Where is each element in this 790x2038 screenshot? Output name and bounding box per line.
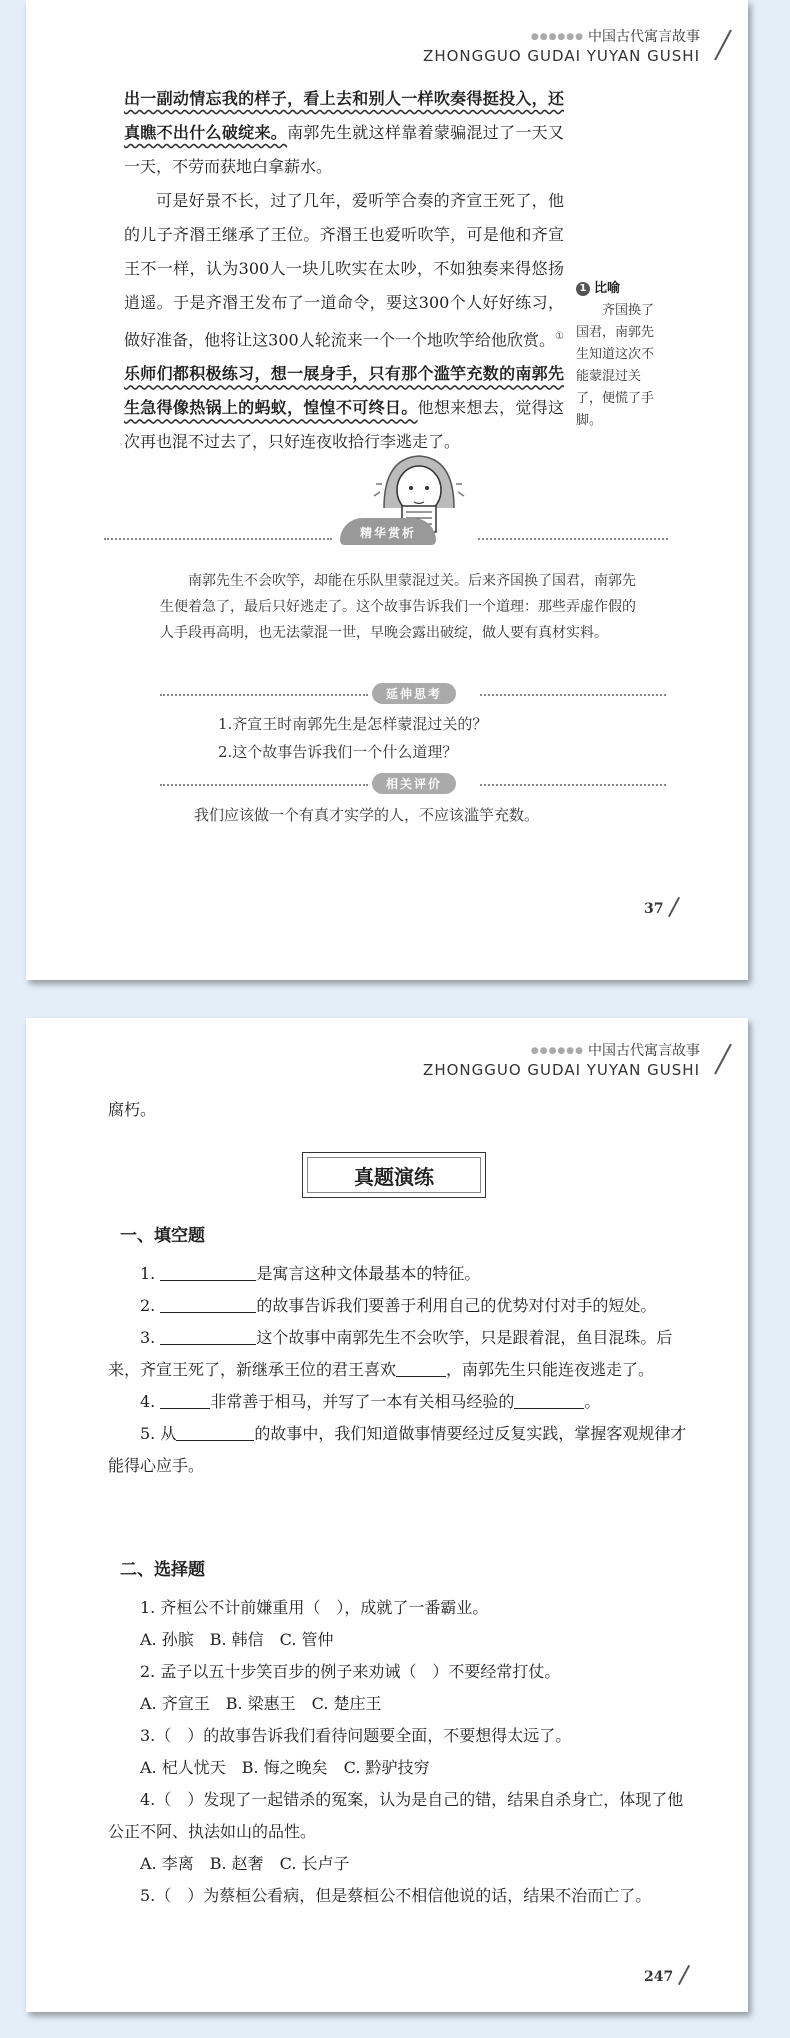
fill-blank-questions [108, 1258, 694, 1482]
underlined-sentence: 乐师们都积极练习，想一展身手，只有那个滥竽充数的南郭先生急得像热锅上的蚂蚁，惶惶不可终日。 [124, 364, 564, 418]
page-number-text: 247 [644, 1969, 674, 1985]
choice-question-1: 1. 齐桓公不计前嫌重用（ ），成就了一番霸业。 [140, 1598, 489, 1617]
divider [160, 784, 368, 786]
answer-blank[interactable] [160, 1326, 256, 1345]
choice-question-4: 4.（ ）发现了一起错杀的冤案，认为是自己的错，结果自杀身亡，体现了他公正不阿、执法如山的品性。 [108, 1790, 684, 1841]
fill-question-4 [108, 1386, 694, 1418]
fill-blank-section [120, 1220, 700, 1252]
page-number [644, 896, 675, 918]
section-title-choice: 二、选择题 [120, 1560, 205, 1580]
slash-ornament [714, 30, 732, 61]
question-text: 的故事告诉我们要善于利用自己的优势对付对手的短处。 [256, 1296, 657, 1315]
question-number: 3. [140, 1328, 156, 1347]
dots-ornament: ●●●●●● [530, 32, 584, 42]
annotation-mark: ① [555, 331, 564, 342]
header-title-cn: 中国古代寓言故事 [588, 1043, 700, 1059]
section-label-jinghua: 精华赏析 [340, 518, 436, 545]
choice-section [120, 1554, 700, 1586]
exercise-title-box [302, 1152, 486, 1198]
divider [478, 538, 668, 540]
divider [160, 694, 368, 696]
section-label-pingjia: 相关评价 [372, 773, 456, 794]
choice-options-4[interactable]: A. 李离 B. 赵奢 C. 长卢子 [140, 1854, 350, 1873]
side-note [576, 278, 658, 432]
section-label-yanshen: 延伸思考 [372, 683, 456, 704]
header-title-en: ZHONGGUO GUDAI YUYAN GUSHI [423, 1061, 700, 1079]
divider [104, 538, 332, 540]
side-note-title: 比喻 [594, 281, 621, 296]
choice-questions [108, 1592, 694, 1912]
question-text: 是寓言这种文体最基本的特征。 [256, 1264, 481, 1283]
body-text: 腐朽。 [108, 1100, 157, 1119]
choice-question-5: 5.（ ）为蔡桓公看病，但是蔡桓公不相信他说的话，结果不治而亡了。 [140, 1886, 652, 1905]
question-text: 的故事中，我们知道做事情要经过反复实践，掌握客观规律才能得心应手。 [108, 1424, 687, 1475]
question-text: 。 [584, 1392, 601, 1411]
think-questions [218, 710, 648, 766]
running-header [423, 1040, 700, 1079]
book-page-37 [26, 0, 748, 980]
answer-blank[interactable] [160, 1390, 210, 1409]
fill-question-3 [108, 1322, 694, 1386]
page-number [644, 1964, 685, 1986]
page-number-text: 37 [644, 901, 664, 917]
evaluation-text [194, 802, 654, 828]
question-item: 1.齐宣王时南郭先生是怎样蒙混过关的？ [218, 715, 488, 733]
answer-blank[interactable] [514, 1390, 584, 1409]
note-number-icon: 1 [576, 282, 590, 296]
evaluation-paragraph: 我们应该做一个有真才实学的人，不应该滥竽充数。 [194, 806, 540, 824]
answer-blank[interactable] [396, 1358, 446, 1377]
slash-ornament [714, 1044, 732, 1075]
underlined-sentence: 出一副动情忘我的样子，看上去和别人一样吹奏得挺投入，还真瞧不出什么破绽来。 [124, 89, 564, 142]
question-item: 2.这个故事告诉我们一个什么道理？ [218, 743, 458, 761]
body-text: 可是好景不长，过了几年，爱听竽合奏的齐宣王死了，他的儿子齐湣王继承了王位。齐湣王也爱听吹竽，可是他和齐宣王不一样，认为300人一块儿吹实在太吵，不如独奏来得悠扬逍遥。于是齐湣王发布了一道命令，要这300个人好好练习，做好准备，他将让这300人轮流来一个一个地吹竽给他欣赏。 [124, 191, 564, 350]
question-number: 4. [140, 1392, 156, 1411]
body-text: 南郭先生就这样靠着蒙骗混过了一天又一天，不劳而获地白拿薪水。 [124, 123, 564, 176]
section-title-fill: 一、填空题 [120, 1226, 205, 1246]
fill-question-5 [108, 1418, 694, 1482]
carry-over-text [108, 1094, 688, 1126]
running-header [423, 26, 700, 65]
choice-options-2[interactable]: A. 齐宣王 B. 梁惠王 C. 楚庄王 [140, 1694, 382, 1713]
slash-ornament [678, 1965, 690, 1985]
question-text: 这个故事中南郭先生不会吹竽，只是跟着混，鱼目混珠。后来，齐宣王死了，新继承王位的君王喜欢 [108, 1328, 673, 1379]
fill-question-2 [108, 1290, 694, 1322]
choice-question-3: 3.（ ）的故事告诉我们看待问题要全面，不要想得太远了。 [140, 1726, 572, 1745]
book-page-247 [26, 1018, 748, 2012]
header-title-en: ZHONGGUO GUDAI YUYAN GUSHI [423, 47, 700, 65]
story-body [124, 82, 564, 459]
body-text: 他想来想去，觉得这次再也混不过去了，只好连夜收拾行李逃走了。 [124, 398, 564, 452]
divider [480, 694, 666, 696]
question-number: 2. [140, 1296, 156, 1315]
choice-question-2: 2. 孟子以五十步笑百步的例子来劝诫（ ）不要经常打仗。 [140, 1662, 561, 1681]
appreciation-paragraph: 南郭先生不会吹竽，却能在乐队里蒙混过关。后来齐国换了国君，南郭先生便着急了，最后只好逃走了。这个故事告诉我们一个道理：那些弄虚作假的人手段再高明，也无法蒙混一世，早晚会露出破绽，做人要有真材实料。 [160, 573, 636, 641]
answer-blank[interactable] [160, 1294, 256, 1313]
question-text: 非常善于相马，并写了一本有关相马经验的 [210, 1392, 515, 1411]
question-number: 5. 从 [140, 1424, 177, 1443]
divider [480, 784, 666, 786]
question-number: 1. [140, 1264, 156, 1283]
header-title-cn: 中国古代寓言故事 [588, 29, 700, 45]
choice-options-1[interactable]: A. 孙膑 B. 韩信 C. 管仲 [140, 1630, 334, 1649]
side-note-text: 齐国换了国君，南郭先生知道这次不能蒙混过关了，便慌了手脚。 [576, 303, 655, 428]
answer-blank[interactable] [160, 1262, 256, 1281]
appreciation-text [160, 568, 648, 646]
exercise-title: 真题演练 [354, 1164, 434, 1189]
fill-question-1 [108, 1258, 694, 1290]
slash-ornament [668, 897, 680, 917]
answer-blank[interactable] [176, 1422, 254, 1441]
dots-ornament: ●●●●●● [530, 1046, 584, 1056]
question-text: ，南郭先生只能连夜逃走了。 [446, 1360, 655, 1379]
choice-options-3[interactable]: A. 杞人忧天 B. 悔之晚矣 C. 黔驴技穷 [140, 1758, 430, 1777]
